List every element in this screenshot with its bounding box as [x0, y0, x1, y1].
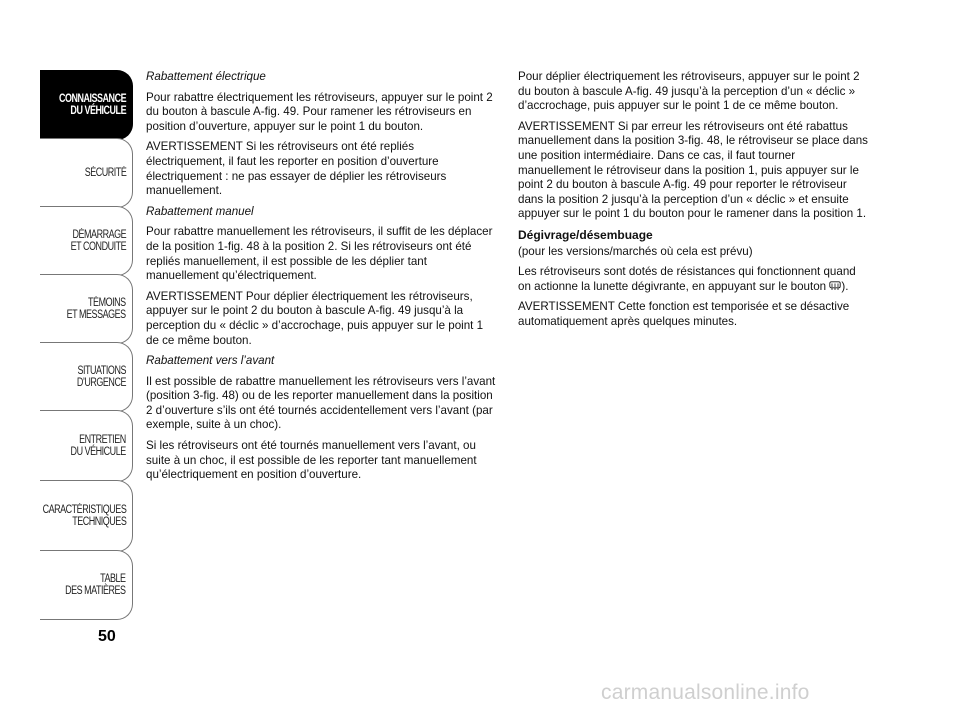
paragraph: Il est possible de rabattre manuellement les rétroviseurs vers l’avant (position 3-fig. 48) ou de les reporter manuellement dans la position 2 d’ouverture s’ils ont été tournés accidentellement vers l’avant (par exemple, suite à un choc). [146, 374, 496, 432]
paragraph: Si les rétroviseurs ont été tournés manuellement vers l’avant, ou suite à un choc, il est possible de les reporter tant manuellement qu’électriquement en position d’ouverture. [146, 439, 477, 482]
paragraph-text-end: ). [841, 279, 849, 293]
paragraph-with-icon [518, 265, 870, 294]
right-column [518, 70, 870, 336]
warning-paragraph: AVERTISSEMENT Si par erreur les rétroviseurs ont été rabattus manuellement dans la position 3-fig. 48, le rétroviseur se place dans une position intermédiaire. Dans ce cas, il faut tourner manuellement le rétroviseur dans la position 1, puis appuyer sur le point 2 du bouton à bascule A-fig. 49 pour reporter le rétroviseur dans la position 2 jusqu’à la perception d’un « déclic » et ensuite appuyer sur le point 1 du bouton pour le ramener dans la position 1. [518, 119, 868, 221]
section-subheading: (pour les versions/marchés où cela est prévu) [518, 244, 753, 258]
tab-label: TÉMOINS ET MESSAGES [67, 297, 126, 321]
tab-securite[interactable] [40, 138, 133, 208]
tab-demarrage-et-conduite[interactable] [40, 206, 133, 276]
subheading-rabattement-electrique: Rabattement électrique [146, 70, 266, 83]
tab-label: SITUATIONS D’URGENCE [76, 365, 126, 389]
tab-label: TABLE DES MATIÈRES [65, 573, 126, 597]
tab-table-des-matieres[interactable] [40, 550, 133, 620]
section-heading-degivrage: Dégivrage/désembuage [518, 227, 653, 242]
page-number: 50 [98, 628, 116, 645]
tab-entretien-du-vehicule[interactable] [40, 410, 133, 482]
tab-caracteristiques-techniques[interactable] [40, 480, 133, 552]
tab-label: DÉMARRAGE ET CONDUITE [70, 229, 126, 253]
tab-label: CONNAISSANCE DU VÉHICULE [58, 93, 126, 117]
paragraph: Pour rabattre électriquement les rétroviseurs, appuyer sur le point 2 du bouton à bascule A-fig. 49. Pour ramener les rétroviseurs en position d’ouverture, appuyer sur le point 1 du bouton. [146, 90, 493, 133]
watermark: carmanualsonline.info [601, 681, 810, 704]
tab-temoins-et-messages[interactable] [40, 274, 133, 344]
paragraph-text: Les rétroviseurs sont dotés de résistances qui fonctionnent quand on actionne la lunette dégivrante, en appuyant sur le bouton [518, 265, 856, 293]
left-column [146, 70, 496, 489]
tab-label: ENTRETIEN DU VÉHICULE [70, 434, 126, 458]
tab-label: CARACTÉRISTIQUES TECHNIQUES [42, 504, 126, 528]
tab-label: SÉCURITÉ [84, 167, 126, 179]
warning-paragraph: AVERTISSEMENT Pour déplier électriquement les rétroviseurs, appuyer sur le point 2 du bouton à bascule A-fig. 49 jusqu’à la perception du « déclic » d’accrochage, puis appuyer sur le point 1 de ce même bouton. [146, 289, 484, 347]
paragraph: Pour rabattre manuellement les rétroviseurs, il suffit de les déplacer de la position 1-fig. 48 à la position 2. Si les rétroviseurs ont été repliés manuellement, il est possible de les déplier tant manuellement qu’électriquement. [146, 225, 493, 283]
subheading-rabattement-vers-l-avant: Rabattement vers l’avant [146, 354, 275, 368]
tab-situations-d-urgence[interactable] [40, 342, 133, 412]
paragraph: Pour déplier électriquement les rétroviseurs, appuyer sur le point 2 du bouton à bascule A-fig. 49 jusqu’à la perception d’un « déclic » d’accrochage, puis appuyer sur le point 1 de ce même bouton. [518, 70, 860, 113]
subheading-rabattement-manuel: Rabattement manuel [146, 204, 254, 218]
warning-paragraph: AVERTISSEMENT Si les rétroviseurs ont été repliés électriquement, il faut les reporter en position d’ouverture électriquement : ne pas essayer de déplier les rétroviseurs manuellement. [146, 140, 447, 198]
warning-paragraph: AVERTISSEMENT Cette fonction est temporisée et se désactive automatiquement après quelques minutes. [518, 300, 850, 328]
tab-connaissance-du-vehicule[interactable] [40, 70, 133, 140]
rear-defrost-icon [829, 281, 841, 291]
